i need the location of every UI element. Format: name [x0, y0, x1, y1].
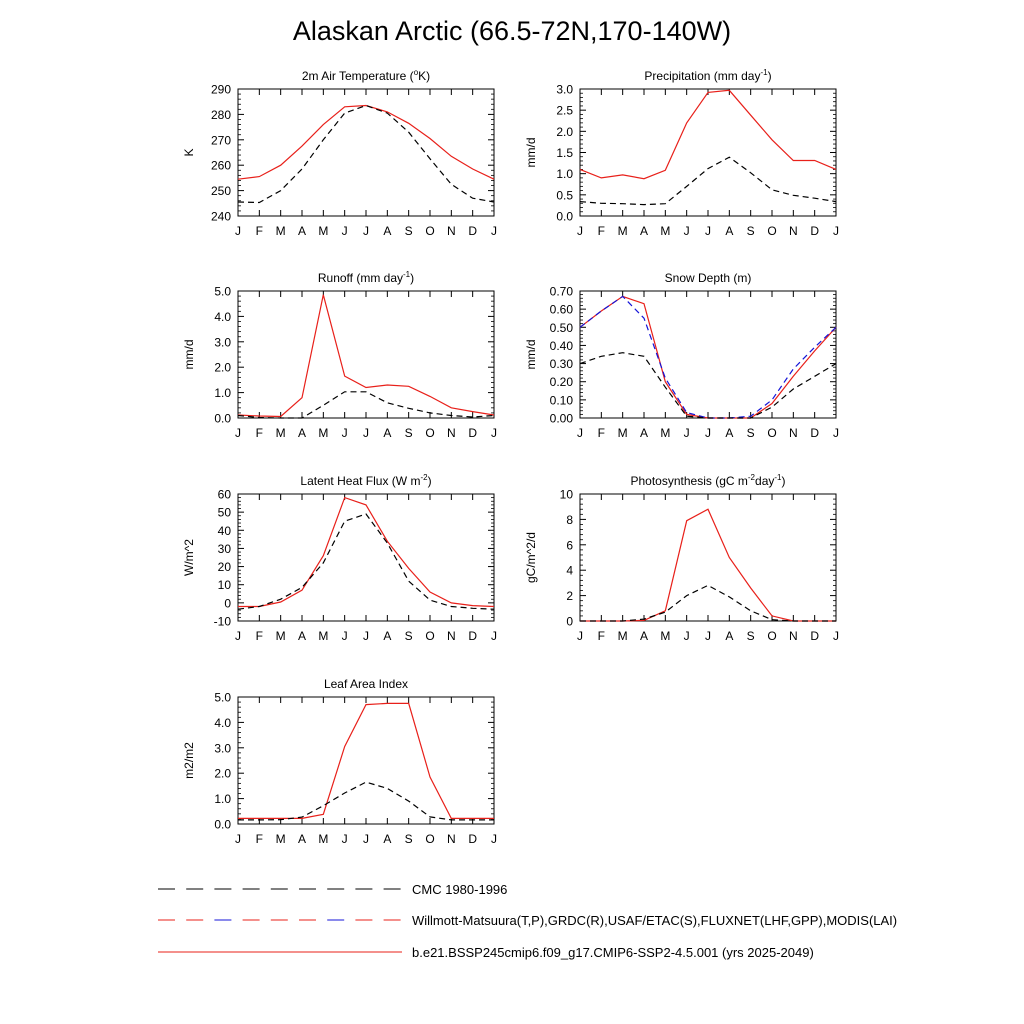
y-tick-label: 270: [210, 133, 231, 148]
x-tick-label: D: [810, 426, 820, 440]
y-tick-label: 0.0: [556, 209, 573, 224]
x-tick-label: F: [255, 832, 264, 846]
y-tick-label: 2.0: [556, 124, 573, 139]
legend-label: b.e21.BSSP245cmip6.f09_g17.CMIP6-SSP2-4.5.001 (yrs 2025-2049): [412, 945, 814, 960]
x-tick-label: S: [404, 426, 413, 440]
x-tick-label: A: [639, 629, 649, 643]
title-superscript: o: [413, 68, 419, 77]
x-tick-label: S: [404, 224, 413, 238]
x-tick-label: J: [341, 629, 348, 643]
title-text: Photosynthesis (gC m: [630, 474, 748, 488]
x-tick-label: F: [255, 629, 264, 643]
x-tick-label: J: [577, 629, 583, 643]
x-tick-label: M: [275, 224, 286, 238]
title-superscript: -2: [747, 473, 756, 482]
y-tick-label: 1.5: [556, 146, 573, 160]
y-tick-label: 30: [217, 541, 231, 556]
x-tick-label: J: [683, 629, 690, 643]
x-tick-label: J: [491, 629, 497, 643]
x-tick-label: N: [446, 224, 456, 238]
y-tick-label: 0: [224, 596, 231, 611]
x-tick-label: J: [833, 426, 839, 440]
x-tick-label: N: [788, 426, 798, 440]
x-tick-label: N: [446, 629, 456, 643]
x-tick-label: A: [725, 224, 734, 238]
x-tick-label: A: [383, 224, 392, 238]
title-text: Leaf Area Index: [323, 677, 409, 691]
legend-label: Willmott-Matsuura(T,P),GRDC(R),USAF/ETAC(S),FLUXNET(LHF,GPP),MODIS(LAI): [412, 913, 898, 928]
x-tick-label: S: [404, 629, 413, 643]
x-tick-label: A: [297, 629, 307, 643]
title-text: ): [767, 69, 772, 83]
x-tick-label: N: [446, 426, 456, 440]
title-text: ): [781, 474, 786, 488]
y-tick-label: 4.0: [214, 309, 231, 324]
y-tick-label: 3.0: [214, 741, 231, 756]
y-tick-label: 5.0: [214, 284, 231, 299]
title-superscript: -2: [420, 473, 428, 482]
x-tick-label: M: [318, 629, 329, 643]
x-tick-label: F: [255, 224, 264, 238]
title-superscript: -1: [774, 473, 782, 482]
x-tick-label: O: [425, 224, 435, 238]
legend-item-model: [158, 945, 814, 960]
x-tick-label: D: [468, 224, 478, 238]
y-tick-label: 6: [566, 538, 573, 553]
y-tick-label: 0.30: [549, 357, 573, 372]
y-tick-label: 1.0: [214, 792, 231, 807]
x-tick-label: S: [746, 224, 755, 238]
title-text: K): [418, 69, 431, 83]
title-text: day: [755, 474, 775, 488]
x-tick-label: M: [275, 426, 286, 440]
y-tick-label: 4: [566, 563, 573, 578]
x-tick-label: M: [660, 629, 671, 643]
x-tick-label: M: [660, 426, 671, 440]
y-tick-label: 240: [210, 209, 231, 224]
x-tick-label: J: [363, 426, 369, 440]
y-tick-label: 0.50: [549, 320, 573, 335]
x-tick-label: S: [404, 832, 413, 846]
x-tick-label: J: [577, 224, 583, 238]
y-tick-label: 0.00: [549, 411, 573, 426]
y-tick-label: 2.5: [556, 103, 573, 118]
x-tick-label: A: [383, 426, 392, 440]
x-tick-label: M: [660, 224, 671, 238]
x-tick-label: J: [833, 224, 839, 238]
x-tick-label: D: [468, 426, 478, 440]
y-tick-label: 4.0: [214, 715, 231, 730]
y-tick-label: 250: [210, 184, 231, 199]
figure-title: Alaskan Arctic (66.5-72N,170-140W): [292, 16, 732, 46]
x-tick-label: O: [425, 832, 435, 846]
legend-item-cmc: [158, 882, 507, 897]
legend-label: CMC 1980-1996: [412, 882, 508, 897]
y-tick-label: 280: [210, 107, 231, 122]
x-tick-label: S: [746, 426, 755, 440]
x-tick-label: S: [746, 629, 755, 643]
y-axis-label: gC/m^2/d: [524, 532, 538, 583]
x-tick-label: F: [597, 426, 606, 440]
y-tick-label: 2: [566, 589, 573, 604]
x-tick-label: M: [617, 629, 628, 643]
x-tick-label: M: [617, 224, 628, 238]
x-tick-label: N: [446, 832, 456, 846]
x-tick-label: M: [318, 426, 329, 440]
y-tick-label: 8: [566, 512, 573, 527]
y-tick-label: 2.0: [214, 766, 231, 781]
x-tick-label: J: [705, 629, 711, 643]
x-tick-label: N: [788, 629, 798, 643]
x-tick-label: J: [235, 629, 241, 643]
y-tick-label: 0.0: [214, 411, 231, 426]
x-tick-label: O: [425, 426, 435, 440]
title-text: 2m Air Temperature (: [301, 69, 414, 83]
x-tick-label: J: [491, 224, 497, 238]
x-tick-label: A: [383, 832, 392, 846]
y-axis-label: K: [182, 148, 196, 157]
x-tick-label: O: [767, 426, 777, 440]
y-tick-label: 20: [217, 560, 231, 575]
y-tick-label: 0.20: [549, 375, 573, 390]
x-tick-label: A: [383, 629, 392, 643]
y-tick-label: -10: [213, 614, 231, 629]
x-tick-label: F: [597, 629, 606, 643]
x-tick-label: M: [318, 832, 329, 846]
x-tick-label: D: [810, 629, 820, 643]
x-tick-label: M: [617, 426, 628, 440]
title-text: Latent Heat Flux (W m: [300, 474, 421, 488]
x-tick-label: D: [810, 224, 820, 238]
y-tick-label: 5.0: [214, 690, 231, 705]
y-axis-label: mm/d: [524, 339, 538, 370]
x-tick-label: J: [363, 832, 369, 846]
y-tick-label: 2.0: [214, 360, 231, 375]
x-tick-label: O: [767, 224, 777, 238]
y-tick-label: 0.0: [214, 817, 231, 832]
y-tick-label: 290: [210, 82, 231, 97]
x-tick-label: A: [725, 629, 734, 643]
y-tick-label: 1.0: [556, 167, 573, 182]
title-text: Precipitation (mm day: [644, 69, 761, 83]
title-text: Runoff (mm day: [317, 271, 404, 285]
x-tick-label: J: [683, 426, 690, 440]
y-tick-label: 3.0: [556, 82, 573, 97]
y-tick-label: 0.40: [549, 338, 573, 353]
x-tick-label: J: [705, 426, 711, 440]
x-tick-label: J: [341, 832, 348, 846]
y-tick-label: 40: [217, 523, 231, 538]
y-axis-label: W/m^2: [182, 539, 196, 576]
x-tick-label: J: [683, 224, 690, 238]
y-tick-label: 0.60: [549, 302, 573, 317]
y-tick-label: 260: [210, 158, 231, 173]
x-tick-label: J: [235, 224, 241, 238]
x-tick-label: O: [767, 629, 777, 643]
x-tick-label: A: [297, 426, 307, 440]
y-axis-label: m2/m2: [182, 742, 196, 779]
x-tick-label: J: [705, 224, 711, 238]
y-axis-label: mm/d: [524, 137, 538, 168]
x-tick-label: D: [468, 629, 478, 643]
y-axis-label: mm/d: [182, 339, 196, 370]
x-tick-label: J: [341, 426, 348, 440]
x-tick-label: J: [235, 832, 241, 846]
x-tick-label: O: [425, 629, 435, 643]
y-tick-label: 10: [559, 487, 573, 502]
legend-item-obs: [158, 913, 897, 928]
y-tick-label: 10: [217, 578, 231, 593]
x-tick-label: J: [235, 426, 241, 440]
x-tick-label: J: [363, 629, 369, 643]
x-tick-label: F: [255, 426, 264, 440]
x-tick-label: N: [788, 224, 798, 238]
x-tick-label: A: [297, 224, 307, 238]
title-text: ): [410, 271, 415, 285]
y-tick-label: 60: [217, 487, 231, 502]
title-text: Snow Depth (m): [664, 271, 752, 285]
y-tick-label: 3.0: [214, 335, 231, 350]
x-tick-label: A: [639, 426, 649, 440]
x-tick-label: J: [577, 426, 583, 440]
y-tick-label: 0.5: [556, 188, 573, 203]
title-text: ): [427, 474, 432, 488]
x-tick-label: J: [491, 832, 497, 846]
x-tick-label: A: [725, 426, 734, 440]
x-tick-label: D: [468, 832, 478, 846]
x-tick-label: M: [275, 832, 286, 846]
y-tick-label: 0.70: [549, 284, 573, 299]
x-tick-label: F: [597, 224, 606, 238]
x-tick-label: M: [318, 224, 329, 238]
title-superscript: -1: [403, 270, 411, 279]
y-tick-label: 1.0: [214, 386, 231, 401]
x-tick-label: A: [639, 224, 649, 238]
y-tick-label: 50: [217, 505, 231, 520]
x-tick-label: M: [275, 629, 286, 643]
x-tick-label: A: [297, 832, 307, 846]
x-tick-label: J: [341, 224, 348, 238]
x-tick-label: J: [833, 629, 839, 643]
y-tick-label: 0: [566, 614, 573, 629]
x-tick-label: J: [491, 426, 497, 440]
y-tick-label: 0.10: [549, 393, 573, 408]
x-tick-label: J: [363, 224, 369, 238]
title-superscript: -1: [760, 68, 768, 77]
